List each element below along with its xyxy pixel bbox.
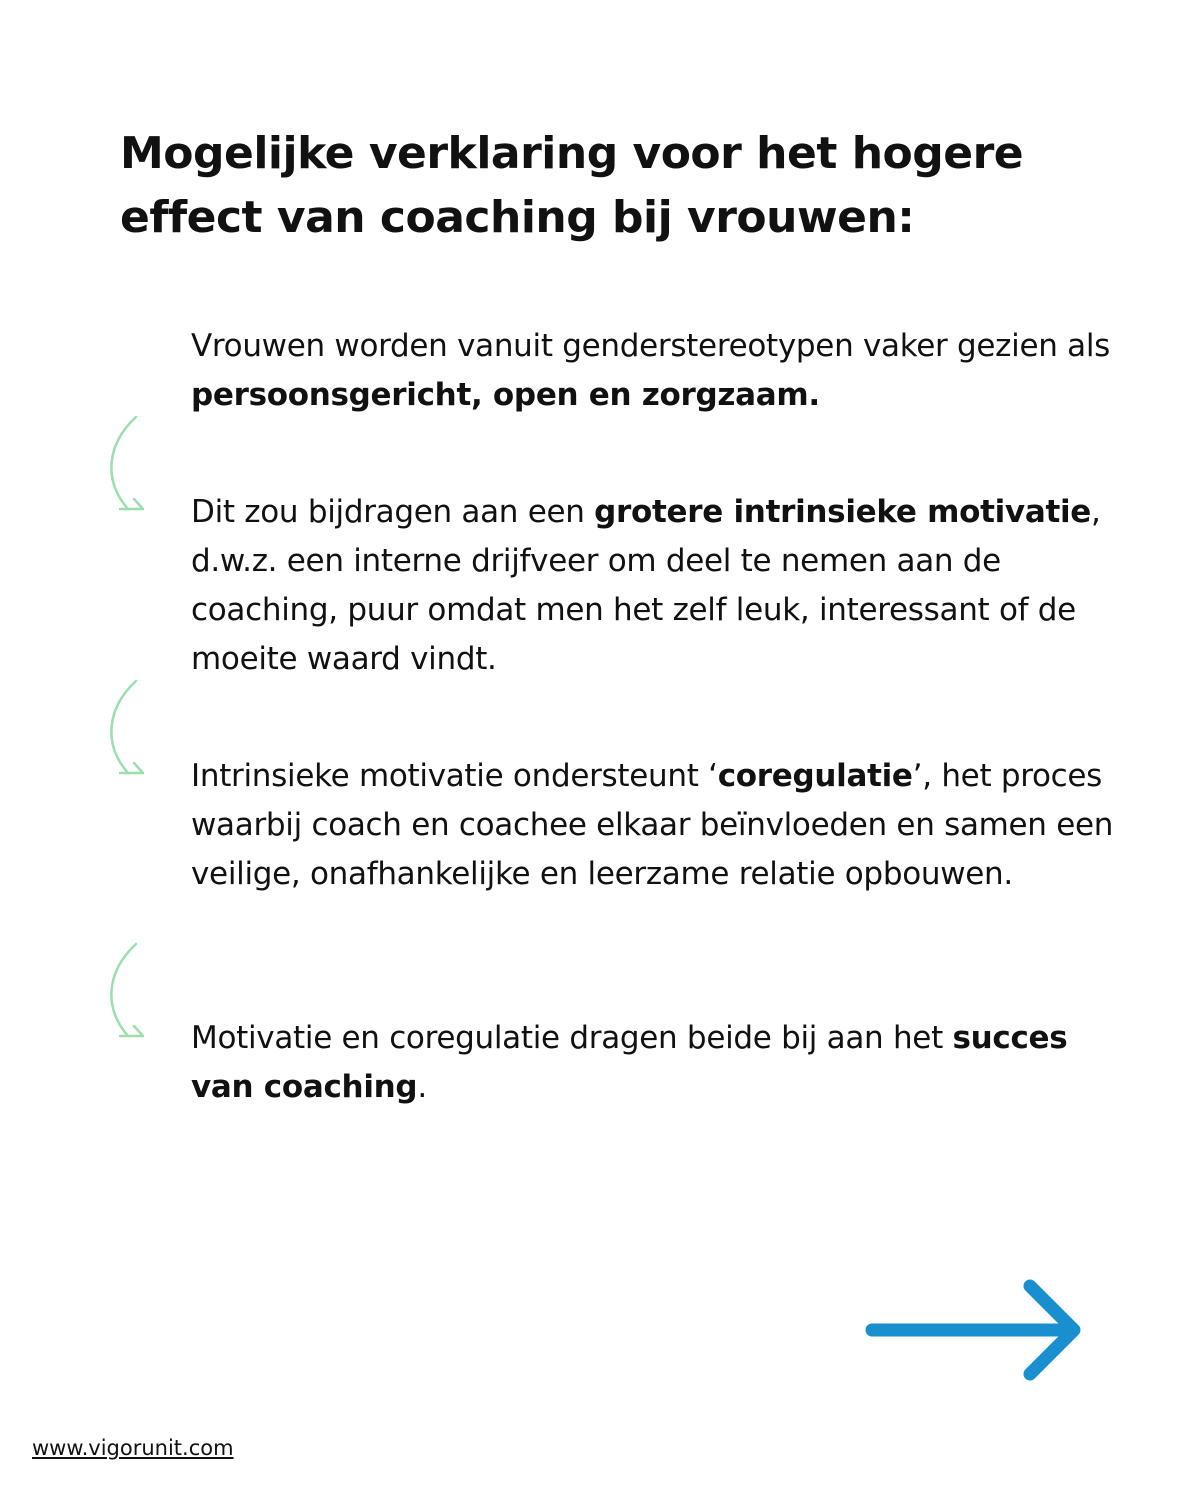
paragraph-text: Dit zou bijdragen aan een [191, 494, 595, 530]
curved-arrow-down-icon [100, 940, 160, 1045]
paragraph-emphasis: persoonsgericht, open en zorgzaam. [191, 377, 820, 413]
paragraph-text: . [417, 1069, 427, 1105]
curved-arrow-down-icon [100, 413, 160, 518]
paragraph-emphasis: grotere intrinsieke motivatie [594, 494, 1092, 530]
arrow-right-icon[interactable] [862, 1276, 1088, 1386]
paragraph-success [191, 1014, 1121, 1112]
paragraph-text: Intrinsieke motivatie ondersteunt ‘ [191, 758, 718, 794]
paragraph-coregulation [191, 752, 1121, 899]
page-title: Mogelijke verklaring voor het hogere effect van coaching bij vrouwen: [120, 128, 1024, 243]
paragraph-text: Vrouwen worden vanuit genderstereotypen vaker gezien als [191, 328, 1110, 364]
curved-arrow-down-icon [100, 677, 160, 782]
paragraph-motivation [191, 488, 1121, 684]
paragraph-stereotypes [191, 322, 1121, 420]
paragraph-text: ’, het proces waarbij coach en coachee elkaar beïnvloeden en samen een veilige, onafhankelijke en leerzame relatie opbouwen. [191, 758, 1114, 892]
paragraph-text: Motivatie en coregulatie dragen beide bij aan het [191, 1020, 953, 1056]
paragraph-text: , d.w.z. een interne drijfveer om deel te nemen aan de coaching, puur omdat men het zelf leuk, interessant of de moeite waard vindt. [191, 494, 1101, 677]
website-link[interactable]: www.vigorunit.com [32, 1436, 234, 1460]
paragraph-emphasis: coregulatie [717, 758, 913, 794]
paragraph-emphasis: succes van coaching [191, 1020, 1068, 1105]
